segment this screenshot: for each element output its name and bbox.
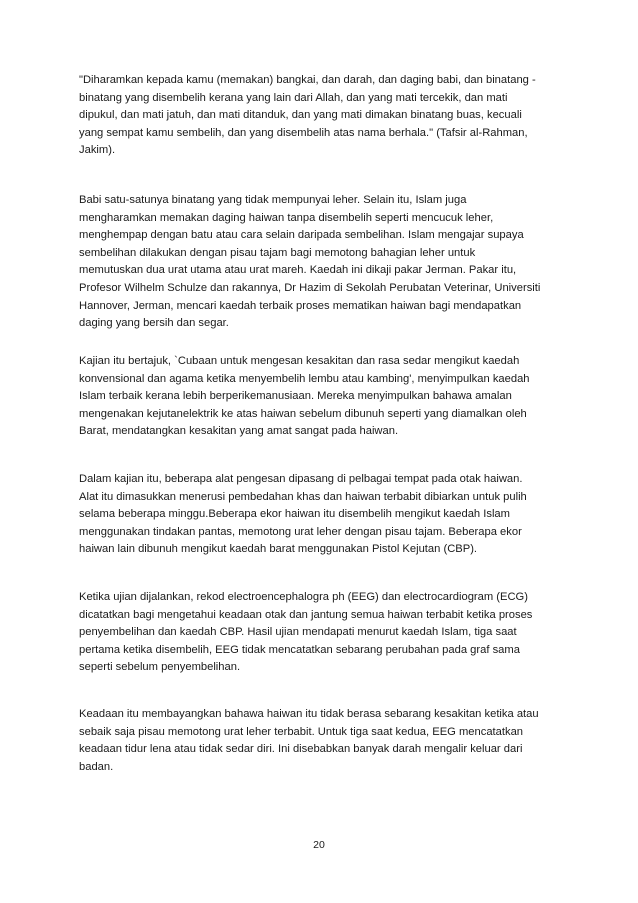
text-line: haiwan lain dibunuh mengikut kaedah barat menggunakan Pistol Kejutan (CBP). [79, 543, 478, 556]
text-line: penyembelihan dan kaedah CBP. Hasil ujian mendapati menurut kaedah Islam, tiga saat [79, 626, 517, 639]
page-number: 20 [313, 839, 325, 851]
text-line: Jakim). [79, 144, 116, 157]
paragraph-quran-verse-quote [79, 72, 571, 160]
paragraph-eeg-ecg-results [79, 589, 571, 677]
text-line: sembelihan dilakukan dengan pisau tajam bagi memotong bahagian leher untuk [79, 246, 476, 259]
paragraph-study-title [79, 353, 571, 441]
text-line: Dalam kajian itu, beberapa alat pengesan dipasang di pelbagai tempat pada otak haiwan. [79, 473, 523, 485]
text-line: Hannover, Jerman, mencari kaedah terbaik proses mematikan haiwan bagi mendapatkan [79, 299, 522, 312]
text-line: mengharamkan memakan daging haiwan tanpa disembelih seperti mencucuk leher, [79, 211, 494, 224]
text-line: Keadaan itu membayangkan bahawa haiwan itu tidak berasa sebarang kesakitan ketika atau [79, 708, 539, 720]
text-line: menggunakan tindakan pantas, memotong urat leher dengan pisau tajam. Beberapa ekor [79, 525, 522, 538]
text-line: Ketika ujian dijalankan, rekod electroencephalogra ph (EEG) dan electrocardiogram (ECG) [79, 591, 528, 603]
text-line: Islam terbaik kerana lebih berperikemanusiaan. Mereka menyimpulkan bahawa amalan [79, 390, 512, 403]
text-line: mengenakan kejutanelektrik ke atas haiwan sebelum dibunuh seperti yang diamalkan oleh [79, 407, 527, 420]
text-line: Barat, mendatangkan kesakitan yang amat sangat pada haiwan. [79, 425, 399, 438]
paragraph-slaughter-method [79, 192, 571, 333]
text-line: dipukul, dan mati jatuh, dan mati ditanduk, dan yang mati dimakan binatang buas, kecuali [79, 109, 522, 122]
text-line: "Diharamkan kepada kamu (memakan) bangkai, dan darah, dan daging babi, dan binatang - [79, 74, 536, 86]
text-line: seperti sebelum penyembelihan. [79, 661, 241, 674]
paragraph-conclusion [79, 706, 571, 776]
text-line: daging yang bersih dan segar. [79, 317, 229, 330]
text-line: selama beberapa minggu.Beberapa ekor haiwan itu disembelih mengikut kaedah Islam [79, 508, 510, 521]
text-line: pertama ketika disembelih, EEG tidak mencatatkan sebarang perubahan pada graf sama [79, 643, 520, 656]
text-line: badan. [79, 760, 114, 773]
text-line: sebaik saja pisau memotong urat leher terbabit. Untuk tiga saat kedua, EEG mencatatkan [79, 725, 524, 738]
text-line: konvensional dan agama ketika menyembelih lembu atau kambing', menyimpulkan kaedah [79, 372, 530, 385]
paragraph-study-procedure [79, 471, 571, 559]
text-line: dicatatkan bagi mengetahui keadaan otak dan jantung semua haiwan terbabit ketika proses [79, 608, 533, 621]
text-line: Alat itu dimasukkan menerusi pembedahan khas dan haiwan terbabit dibiarkan untuk pulih [79, 490, 527, 503]
text-line: binatang yang disembelih kerana yang lain dari Allah, dan yang mati tercekik, dan mati [79, 91, 508, 104]
text-line: yang sempat kamu sembelih, dan yang disembelih atas nama berhala." (Tafsir al-Rahman, [79, 126, 528, 139]
text-line: Profesor Wilhelm Schulze dan rakannya, Dr Hazim di Sekolah Perubatan Veterinar, Universiti [79, 281, 541, 294]
text-line: Kajian itu bertajuk, `Cubaan untuk mengesan kesakitan dan rasa sedar mengikut kaedah [79, 355, 520, 367]
text-line: Babi satu-satunya binatang yang tidak mempunyai leher. Selain itu, Islam juga [79, 194, 467, 206]
text-line: menghempap dengan batu atau cara selain daripada sembelihan. Islam mengajar supaya [79, 229, 524, 242]
text-line: keadaan tidur lena atau tidak sedar diri. Ini disebabkan banyak darah mengalir keluar dari [79, 743, 523, 756]
text-line: memutuskan dua urat utama atau urat mareh. Kaedah ini dikaji pakar Jerman. Pakar itu, [79, 264, 517, 277]
